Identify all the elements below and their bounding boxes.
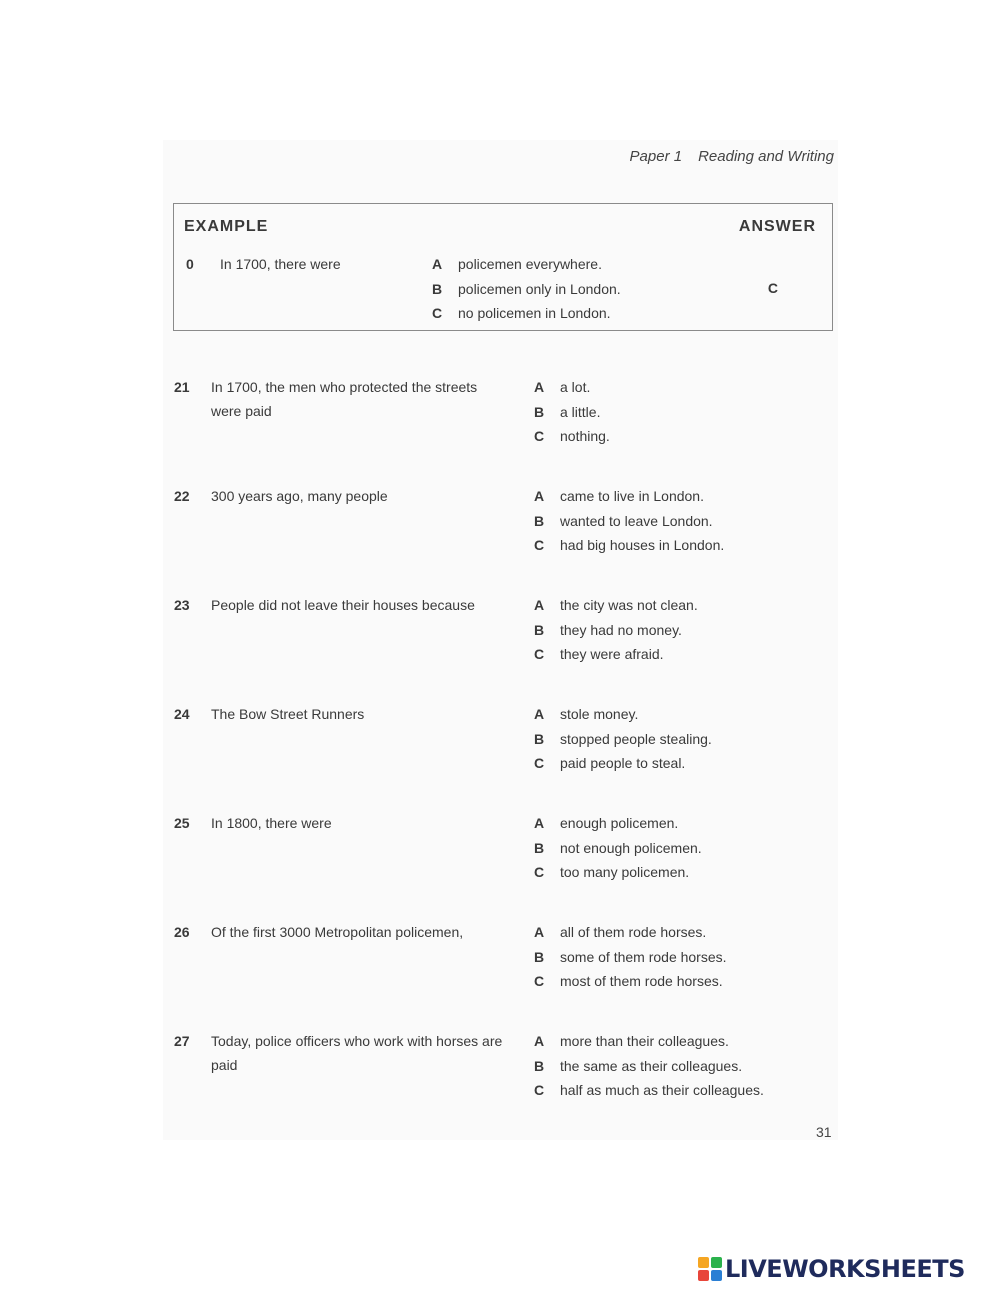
option-letter: C (534, 428, 545, 444)
option-b[interactable] (534, 1058, 764, 1083)
logo-text: LIVEWORKSHEETS (725, 1255, 965, 1283)
option-a[interactable] (534, 815, 702, 840)
question-options (534, 1033, 764, 1107)
question-options (534, 488, 724, 562)
option-letter: A (534, 924, 545, 940)
section-label: Reading and Writing (698, 148, 834, 165)
question-options (534, 924, 727, 998)
option-letter: B (534, 403, 545, 420)
option-text: enough policemen. (560, 815, 679, 831)
liveworksheets-logo (698, 1254, 965, 1284)
option-text: the same as their colleagues. (560, 1057, 743, 1074)
option-letter: C (534, 755, 545, 771)
example-answer: C (767, 280, 778, 296)
option-letter: C (534, 537, 545, 553)
option-b[interactable] (534, 840, 702, 865)
logo-square-icon (698, 1270, 709, 1281)
option-b[interactable] (534, 622, 698, 647)
option-letter: A (534, 597, 545, 613)
option-c[interactable] (534, 973, 727, 998)
option-letter: A (534, 1033, 545, 1049)
question-stem: People did not leave their houses because (211, 597, 475, 613)
question-stem: The Bow Street Runners (211, 706, 365, 722)
logo-square-icon (711, 1257, 722, 1268)
option-letter: B (534, 948, 545, 965)
option-text: they had no money. (560, 621, 682, 638)
option-a[interactable] (534, 379, 610, 404)
option-a[interactable] (534, 597, 698, 622)
question-26 (174, 922, 814, 1012)
question-number: 24 (174, 706, 190, 722)
option-letter: C (432, 305, 443, 321)
question-options (534, 379, 610, 453)
option-c[interactable] (534, 864, 702, 889)
option-letter: C (534, 864, 545, 880)
option-c[interactable] (534, 755, 712, 780)
example-option-c (432, 305, 621, 330)
example-label: EXAMPLE (184, 218, 269, 235)
option-c[interactable] (534, 646, 698, 671)
option-b[interactable] (534, 949, 727, 974)
question-stem: Of the first 3000 Metropolitan policemen, (211, 924, 464, 940)
option-letter: A (534, 488, 545, 504)
example-box (173, 203, 833, 331)
option-text: stole money. (560, 706, 639, 722)
page-header (630, 148, 834, 165)
answer-label: ANSWER (738, 218, 816, 235)
option-b[interactable] (534, 513, 724, 538)
question-stem: In 1700, the men who protected the streets were paid (211, 379, 478, 419)
option-a[interactable] (534, 924, 727, 949)
option-text: not enough policemen. (560, 839, 702, 856)
question-number: 23 (174, 597, 190, 613)
question-stem: Today, police officers who work with horses are paid (211, 1033, 503, 1073)
option-text: they were afraid. (560, 646, 664, 662)
question-25 (174, 813, 814, 903)
example-option-a (432, 256, 621, 281)
question-22 (174, 486, 814, 576)
question-options (534, 706, 712, 780)
option-letter: C (534, 973, 545, 989)
question-stem: In 1800, there were (211, 815, 332, 831)
page-number: 31 (816, 1124, 832, 1140)
option-b[interactable] (534, 731, 712, 756)
question-23 (174, 595, 814, 685)
example-number: 0 (186, 256, 194, 272)
option-text: most of them rode horses. (560, 973, 723, 989)
option-text: policemen everywhere. (458, 256, 602, 272)
option-text: had big houses in London. (560, 537, 725, 553)
option-text: a lot. (560, 379, 591, 395)
option-a[interactable] (534, 706, 712, 731)
option-letter: C (534, 1082, 545, 1098)
question-21 (174, 377, 814, 467)
option-text: too many policemen. (560, 864, 690, 880)
question-options (534, 597, 698, 671)
option-text: stopped people stealing. (560, 730, 712, 747)
option-text: came to live in London. (560, 488, 704, 504)
option-letter: B (534, 621, 545, 638)
question-27 (174, 1031, 814, 1121)
option-letter: B (534, 839, 545, 856)
example-stem: In 1700, there were (220, 256, 341, 272)
option-text: some of them rode horses. (560, 948, 727, 965)
option-text: no policemen in London. (458, 305, 611, 321)
option-letter: A (432, 256, 443, 272)
question-stem: 300 years ago, many people (211, 488, 388, 504)
option-text: policemen only in London. (458, 280, 621, 297)
logo-square-icon (711, 1270, 722, 1281)
logo-mark-icon (698, 1257, 722, 1281)
option-text: wanted to leave London. (560, 512, 713, 529)
option-a[interactable] (534, 1033, 764, 1058)
option-c[interactable] (534, 1082, 764, 1107)
option-letter: B (534, 730, 545, 747)
option-letter: B (534, 512, 545, 529)
option-text: half as much as their colleagues. (560, 1082, 764, 1098)
option-b[interactable] (534, 404, 610, 429)
question-number: 21 (174, 379, 190, 395)
question-options (534, 815, 702, 889)
option-letter: B (432, 280, 443, 297)
option-letter: A (534, 815, 545, 831)
question-number: 22 (174, 488, 190, 504)
option-letter: A (534, 379, 545, 395)
paper-label: Paper 1 (629, 148, 683, 165)
option-text: paid people to steal. (560, 755, 686, 771)
question-24 (174, 704, 814, 794)
option-c[interactable] (534, 428, 610, 453)
question-number: 25 (174, 815, 190, 831)
option-text: more than their colleagues. (560, 1033, 729, 1049)
option-letter: C (534, 646, 545, 662)
example-options (432, 256, 621, 330)
option-text: nothing. (560, 428, 610, 444)
option-letter: A (534, 706, 545, 722)
question-number: 26 (174, 924, 190, 940)
option-letter: B (534, 1057, 545, 1074)
logo-square-icon (698, 1257, 709, 1268)
option-a[interactable] (534, 488, 724, 513)
option-text: the city was not clean. (560, 597, 698, 613)
example-option-b (432, 281, 621, 306)
option-text: all of them rode horses. (560, 924, 707, 940)
option-text: a little. (560, 403, 601, 420)
question-number: 27 (174, 1033, 190, 1049)
option-c[interactable] (534, 537, 724, 562)
